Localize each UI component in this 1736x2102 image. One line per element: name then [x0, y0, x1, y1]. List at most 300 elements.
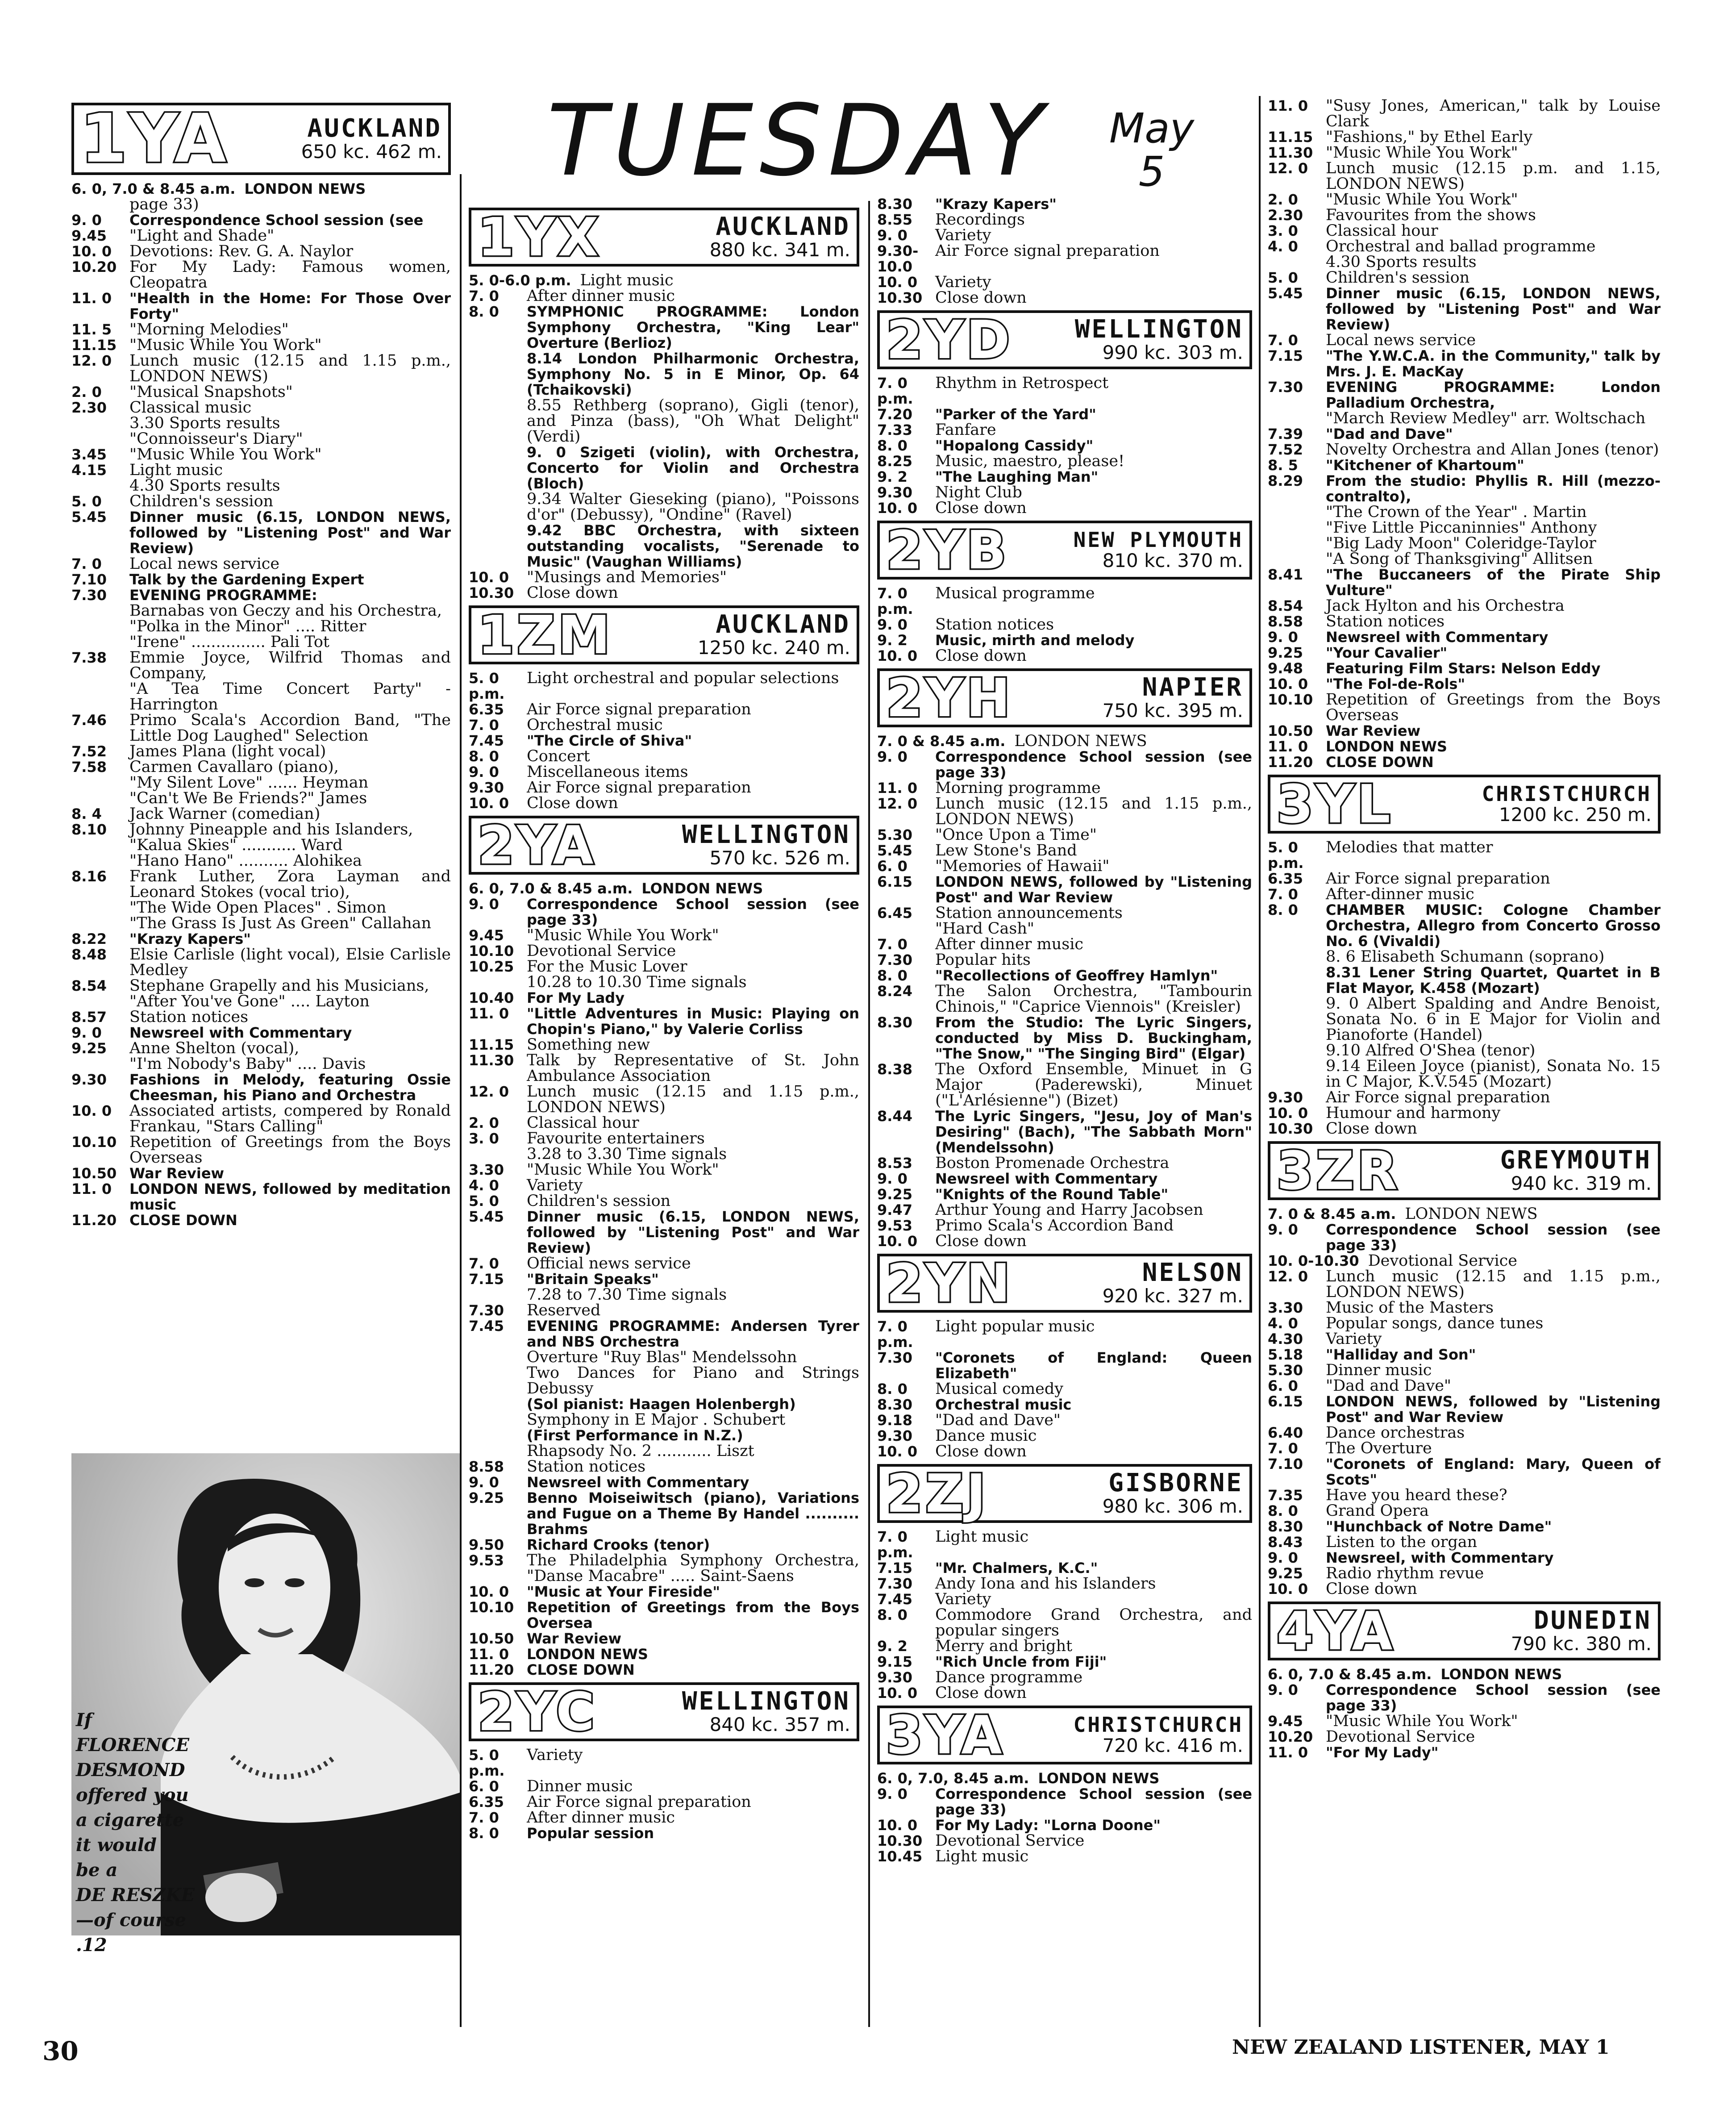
entry-time: 8.30	[877, 1396, 912, 1413]
entry-time: 8. 4	[71, 805, 102, 822]
entry-time: 8.58	[469, 1458, 504, 1475]
schedule-entry	[71, 838, 451, 853]
schedule-entry	[877, 859, 1252, 874]
callsign-box	[471, 1681, 604, 1743]
schedule-entry	[469, 1303, 859, 1318]
entry-description: Primo Scala's Accordion Band, "The Little Dog Laughed" Selection	[129, 711, 451, 745]
schedule-entry	[469, 1147, 859, 1162]
entry-description: "Music While You Work"	[129, 446, 322, 463]
entry-time	[1268, 536, 1326, 551]
entry-description: Repetition of Greetings from the Boys Overseas	[129, 1133, 451, 1167]
station-frequency: 940 kc. 319 m.	[1511, 1172, 1652, 1195]
entry-description: Stephane Grapelly and his Musicians,	[129, 977, 429, 995]
entry-description: Favourite entertainers	[527, 1130, 705, 1147]
entry-description: "My Silent Love" ...... Heyman	[129, 774, 369, 792]
schedule-entry	[469, 796, 859, 811]
entry-time: 7.30	[877, 1575, 912, 1592]
entry-time: 9.30	[877, 1669, 912, 1686]
entry-description: Anne Shelton (vocal),	[129, 1039, 300, 1057]
ad-slogan-line: —of course	[76, 1910, 186, 1931]
entry-description: Light popular music	[935, 1318, 1095, 1335]
entry-description: Frank Luther, Zora Layman and Leonard Stokes (vocal trio),	[129, 867, 451, 901]
schedule-entry	[877, 648, 1252, 664]
entry-time: 11.15	[71, 337, 117, 354]
callsign-box	[880, 1252, 1019, 1314]
entry-description: "Little Adventures in Music: Playing on Chopin's Piano," by Valerie Corliss	[527, 1005, 859, 1038]
entry-time: 7.30	[1268, 379, 1303, 396]
schedule-entry	[1268, 692, 1661, 723]
station-frequency: 980 kc. 306 m.	[1102, 1495, 1243, 1518]
schedule-entry	[1268, 1714, 1661, 1729]
entry-description: Dance music	[935, 1427, 1037, 1445]
entry-time: 7.58	[71, 759, 107, 776]
schedule-entry	[877, 212, 1252, 228]
schedule-entry	[1268, 1105, 1661, 1121]
entry-description: Close down	[935, 1232, 1027, 1250]
entry-time: 9. 0	[877, 616, 908, 633]
entry-description: "Kitchener of Khartoum"	[1326, 457, 1524, 474]
entry-time: 8.22	[71, 930, 107, 947]
entry-description: For My Lady: Famous women, Cleopatra	[129, 258, 451, 292]
schedule-entry	[469, 351, 859, 398]
entry-description: "Dad and Dave"	[1326, 425, 1453, 442]
schedule-entry	[469, 1037, 859, 1053]
entry-description: Richard Crooks (tenor)	[527, 1536, 710, 1553]
entry-description: Emmie Joyce, Wilfrid Thomas and Company,	[129, 649, 451, 682]
entry-description: "Can't We Be Friends?" James	[129, 789, 367, 807]
entry-description: 9.34 Walter Gieseking (piano), "Poissons d'or" (Debussy), "Ondine" (Ravel)	[527, 490, 859, 524]
schedule-entry	[71, 338, 451, 353]
schedule-entry	[877, 968, 1252, 984]
entry-time: 9.30	[71, 1071, 107, 1088]
entry-time: 5. 0	[71, 493, 102, 510]
entry-description: "Health in the Home: For Those Over Forty"	[129, 290, 451, 322]
entry-description: "A Tea Time Concert Party" - Harrington	[129, 680, 451, 713]
schedule-entry	[469, 1084, 859, 1115]
schedule-entry	[1268, 1581, 1661, 1597]
entry-description: Correspondence School session (see	[129, 212, 424, 229]
entry-description: Official news service	[527, 1255, 691, 1272]
schedule-entry	[1268, 426, 1661, 442]
schedule-entry	[1268, 411, 1661, 426]
callsign-box	[880, 1463, 995, 1524]
schedule-entry	[1268, 965, 1661, 996]
schedule-entry	[469, 1631, 859, 1647]
schedule-entry	[469, 990, 859, 1006]
entry-time: 7. 0	[469, 717, 499, 734]
entry-time: 6.35	[469, 1793, 504, 1810]
entry-description: Listen to the organ	[1326, 1533, 1478, 1551]
schedule-entry	[469, 1131, 859, 1147]
entry-time: 11. 0	[877, 780, 918, 797]
entry-time: 10.30	[1268, 1120, 1313, 1137]
entry-time	[71, 916, 129, 931]
station-header	[877, 1254, 1252, 1313]
entry-description: "Polka in the Minor" .... Ritter	[129, 617, 366, 635]
station-callsign: 4YA	[1277, 1600, 1395, 1662]
entry-description: SYMPHONIC PROGRAMME: London Symphony Orchestra, "King Lear" Overture (Berlioz)	[527, 303, 859, 351]
entry-time: 6. 0, 7.0 & 8.45 a.m.	[469, 880, 633, 897]
entry-time: 11.30	[469, 1052, 514, 1069]
entry-time: 11.20	[1268, 754, 1313, 771]
station-header	[877, 521, 1252, 580]
schedule-entry	[877, 1218, 1252, 1234]
callsign-box	[880, 309, 1019, 371]
station-header	[469, 208, 859, 267]
callsign-box	[471, 206, 608, 268]
entry-description: Variety	[935, 226, 991, 244]
ad-slogan-line: be a	[76, 1860, 118, 1881]
schedule-entry	[877, 1397, 1252, 1413]
schedule-entry	[71, 713, 451, 744]
entry-time: 10. 0	[469, 1583, 509, 1600]
station-header	[877, 1706, 1252, 1764]
schedule-entry	[877, 921, 1252, 937]
entry-description: Correspondence School session (see page 33)	[935, 748, 1252, 781]
schedule-entry	[1268, 1729, 1661, 1745]
schedule-entry	[877, 1849, 1252, 1864]
station-frequency: 650 kc. 462 m.	[301, 141, 442, 163]
schedule-entry	[1268, 949, 1661, 965]
schedule-entry	[71, 447, 451, 463]
entry-time: 11. 0	[1268, 738, 1308, 755]
schedule-entry	[71, 744, 451, 759]
entry-description: Variety	[935, 1590, 991, 1608]
entry-time: 7. 0	[469, 1809, 499, 1826]
entry-description: "After You've Gone" .... Layton	[129, 993, 370, 1010]
entry-description: Favourites from the shows	[1326, 206, 1536, 224]
callsign-box	[1270, 1600, 1402, 1662]
schedule-entry	[1268, 1363, 1661, 1378]
ad-slogan-line: offered you	[76, 1785, 189, 1806]
station-info	[1016, 523, 1250, 577]
schedule-entry	[877, 375, 1252, 407]
entry-description: From the studio: Phyllis R. Hill (mezzo-contralto),	[1326, 472, 1661, 505]
entry-description: Fashions in Melody, featuring Ossie Cheesman, his Piano and Orchestra	[129, 1071, 451, 1104]
schedule-entry	[469, 897, 859, 928]
entry-time: 10. 0-10.30	[1268, 1252, 1359, 1269]
entry-description: "Your Cavalier"	[1326, 644, 1448, 661]
schedule-entry	[71, 759, 451, 775]
entry-description: Dinner music (6.15, LONDON NEWS, followed by "Listening Post" and War Review)	[1326, 285, 1661, 333]
entry-time: 8. 0	[877, 1380, 908, 1397]
callsign-box	[74, 100, 235, 178]
schedule-entry	[469, 1350, 859, 1365]
entry-description: "Morning Melodies"	[129, 321, 289, 338]
entry-description: The Lyric Singers, "Jesu, Joy of Man's Desiring" (Bach), "The Sabbath Morn" (Mendelssohn)	[935, 1108, 1252, 1156]
entry-time: 11.20	[469, 1661, 514, 1678]
entry-time: 9. 2	[877, 468, 908, 485]
entry-description: "Music While You Work"	[527, 1161, 719, 1179]
schedule-entry	[1268, 1121, 1661, 1137]
entry-description: Close down	[935, 1443, 1027, 1460]
schedule-entry	[1268, 348, 1661, 380]
schedule-entry	[469, 1428, 859, 1443]
schedule-entry	[877, 1155, 1252, 1171]
station-city: WELLINGTON	[682, 820, 850, 849]
entry-description: LONDON NEWS	[1014, 732, 1147, 750]
entry-description: Featuring Film Stars: Nelson Eddy	[1326, 660, 1601, 677]
entry-time	[71, 431, 129, 447]
schedule-entry	[469, 1006, 859, 1037]
entry-time: 7. 0 p.m.	[877, 1528, 913, 1561]
entry-description: "Big Lady Moon" Coleridge-Taylor	[1326, 534, 1596, 552]
schedule-entry	[71, 478, 451, 494]
entry-description: "Musings and Memories"	[527, 568, 727, 586]
entry-time: 9. 0	[877, 227, 908, 244]
entry-time: 10. 0	[1268, 1581, 1308, 1597]
schedule-entry	[1268, 1059, 1661, 1090]
station-header	[877, 668, 1252, 727]
entry-time	[469, 1350, 527, 1365]
schedule-entry	[1268, 645, 1661, 661]
station-header	[1268, 775, 1661, 834]
entry-time: 7. 0	[469, 1255, 499, 1272]
entry-description: The Overture	[1326, 1439, 1432, 1457]
entry-time: 8.54	[1268, 597, 1303, 614]
entry-time: 8.48	[71, 946, 107, 963]
entry-time: 9. 0	[877, 1785, 908, 1802]
schedule-entry	[469, 943, 859, 959]
entry-description: Devotional Service	[1326, 1728, 1475, 1746]
entry-time	[71, 994, 129, 1009]
entry-description: Devotional Service	[1368, 1252, 1517, 1270]
entry-description: "Memories of Hawaii"	[935, 857, 1110, 875]
entry-time: 6.15	[877, 873, 912, 890]
entry-description: Newsreel, with Commentary	[1326, 1549, 1554, 1566]
entry-description: Rhythm in Retrospect	[935, 374, 1109, 392]
schedule-entry	[1268, 661, 1661, 676]
schedule-entry	[71, 1134, 451, 1166]
entry-time: 9.45	[1268, 1713, 1303, 1730]
callsign-box	[471, 604, 619, 666]
entry-description: Close down	[527, 584, 618, 602]
schedule-entry	[469, 445, 859, 492]
entry-description: "Krazy Kapers"	[935, 196, 1057, 213]
station-callsign: 1YA	[80, 100, 229, 178]
schedule-entry	[71, 228, 451, 244]
entry-description: Popular songs, dance tunes	[1326, 1314, 1544, 1332]
schedule-entry	[1268, 129, 1661, 145]
schedule-entry	[71, 1166, 451, 1181]
schedule-entry	[1268, 1441, 1661, 1456]
entry-description: James Plana (light vocal)	[129, 742, 326, 760]
entry-time: 10. 0	[877, 1233, 918, 1250]
station-callsign: 3YA	[886, 1704, 1005, 1766]
schedule-entry	[469, 1779, 859, 1794]
entry-time	[1268, 505, 1326, 520]
entry-description: "Musical Snapshots"	[129, 383, 293, 401]
entry-description: 8.14 London Philharmonic Orchestra, Symphony No. 5 in E Minor, Op. 64 (Tchaikovski)	[527, 350, 859, 398]
schedule-entry	[1268, 208, 1661, 223]
schedule-entry	[877, 275, 1252, 290]
entry-time: 8. 0	[1268, 901, 1298, 918]
schedule-entry	[71, 1025, 451, 1041]
entry-description: LONDON NEWS	[641, 880, 763, 897]
entry-description: "Rich Uncle from Fiji"	[935, 1653, 1107, 1670]
entry-time: 8.16	[71, 868, 107, 885]
station-frequency: 920 kc. 327 m.	[1102, 1285, 1243, 1307]
callsign-box	[1270, 773, 1399, 835]
entry-description: Lunch music (12.15 and 1.15 p.m., LONDON NEWS)	[527, 1083, 859, 1116]
entry-description: Music of the Masters	[1326, 1299, 1494, 1317]
station-header	[469, 605, 859, 664]
entry-time: 11. 0	[71, 290, 112, 307]
entry-description: War Review	[527, 1630, 622, 1647]
schedule-entry	[1268, 630, 1661, 645]
entry-time: 8.55	[877, 211, 912, 228]
schedule-entry	[469, 1826, 859, 1841]
entry-time: 4. 0	[469, 1177, 499, 1194]
schedule-entry	[1268, 1043, 1661, 1059]
entry-time: 9.47	[877, 1201, 912, 1218]
entry-time: 9.50	[469, 1536, 504, 1553]
entry-description: Orchestral music	[935, 1396, 1072, 1413]
entry-description: 8. 6 Elisabeth Schumann (soprano)	[1326, 948, 1605, 966]
entry-description: Johnny Pineapple and his Islanders,	[129, 821, 413, 838]
entry-time	[1268, 1059, 1326, 1090]
entry-time: 8.58	[1268, 613, 1303, 630]
schedule-entry	[877, 438, 1252, 454]
entry-time: 9.25	[1268, 644, 1303, 661]
entry-description: Station notices	[129, 1008, 249, 1026]
station-city: NELSON	[1142, 1258, 1243, 1287]
entry-description: After dinner music	[527, 287, 675, 305]
schedule-entry	[877, 780, 1252, 796]
schedule-entry	[877, 1592, 1252, 1607]
schedule-entry	[1268, 871, 1661, 887]
date-box	[1103, 104, 1201, 196]
entry-time: 10.30	[469, 584, 514, 601]
entry-description: "Susy Jones, American," talk by Louise Clark	[1326, 98, 1661, 130]
entry-time: 11.20	[71, 1212, 117, 1228]
entry-time: 9.30	[877, 1427, 912, 1444]
schedule-entry	[469, 1647, 859, 1662]
entry-time: 10. 0	[877, 1817, 918, 1834]
entry-time	[71, 603, 129, 619]
schedule-entry	[877, 290, 1252, 306]
entry-description: Close down	[1326, 1120, 1417, 1138]
schedule-entry	[469, 1287, 859, 1303]
entry-time: 9.25	[71, 1040, 107, 1057]
entry-description: Primo Scala's Accordion Band	[935, 1217, 1174, 1235]
entry-time: 9. 0	[71, 212, 102, 229]
schedule-entry	[469, 733, 859, 749]
schedule-entry	[1268, 887, 1661, 902]
entry-time: 6. 0	[1268, 1377, 1298, 1394]
schedule-entry	[469, 1256, 859, 1272]
station-frequency: 810 kc. 370 m.	[1102, 550, 1243, 572]
entry-time: 2. 0	[1268, 191, 1298, 208]
entry-description: Commodore Grand Orchestra, and popular singers	[935, 1606, 1252, 1639]
entry-time: 11. 0	[469, 1646, 509, 1663]
entry-time	[469, 492, 527, 523]
entry-description: EVENING PROGRAMME: Andersen Tyrer and NBS Orchestra	[527, 1318, 859, 1350]
entry-description: Lew Stone's Band	[935, 842, 1077, 859]
column-rule-1	[460, 174, 462, 2027]
entry-time: 9. 0	[71, 1024, 102, 1041]
entry-description: Fanfare	[935, 421, 996, 439]
schedule-entry	[877, 243, 1252, 275]
ad-slogan-line: it would	[76, 1835, 157, 1856]
schedule-entry	[877, 1670, 1252, 1685]
entry-time: 9. 0	[1268, 1549, 1298, 1566]
entry-description: Lunch music (12.15 and 1.15 p.m., LONDON NEWS)	[129, 352, 451, 385]
entry-description: Carmen Cavallaro (piano),	[129, 758, 339, 776]
entry-description: 10.28 to 10.30 Time signals	[527, 973, 747, 991]
entry-description: Close down	[527, 794, 618, 812]
schedule-entry	[71, 634, 451, 650]
entry-description: Popular hits	[935, 951, 1031, 969]
entry-time	[1268, 1043, 1326, 1059]
schedule-entry	[469, 928, 859, 943]
schedule-entry	[71, 572, 451, 588]
entry-time: 7. 0 & 8.45 a.m.	[1268, 1205, 1396, 1222]
schedule-entry	[877, 586, 1252, 617]
entry-time: 10. 0	[1268, 676, 1308, 692]
schedule-entry	[1268, 270, 1661, 286]
entry-time	[71, 900, 129, 916]
schedule-entry	[877, 1560, 1252, 1576]
entry-description: "Hunchback of Notre Dame"	[1326, 1518, 1552, 1535]
entry-time: 6. 0	[469, 1778, 499, 1795]
entry-description: Humour and harmony	[1326, 1104, 1501, 1122]
schedule-entry	[877, 984, 1252, 1015]
schedule-entry	[1268, 192, 1661, 208]
entry-time: 9. 0	[1268, 1221, 1298, 1238]
schedule-entry	[877, 1109, 1252, 1155]
entry-description: Classical hour	[527, 1114, 639, 1132]
schedule-entry	[1268, 1745, 1661, 1760]
schedule-entry	[1268, 902, 1661, 949]
station-frequency: 990 kc. 303 m.	[1102, 342, 1243, 364]
entry-description: Light music	[580, 271, 674, 289]
entry-time: 8. 0	[469, 303, 499, 320]
entry-time: 12. 0	[1268, 1268, 1308, 1285]
column-rule-3	[1259, 96, 1261, 2027]
schedule-entry	[469, 1553, 859, 1584]
entry-time: 7.38	[71, 649, 107, 666]
entry-time: 9. 2	[877, 1638, 908, 1655]
entry-description: 9. 0 Albert Spalding and Andre Benoist, Sonata No. 6 in E Major for Violin and Pianoforte (Handel)	[1326, 995, 1661, 1044]
station-city: WELLINGTON	[682, 1686, 850, 1716]
schedule-entry	[877, 422, 1252, 438]
ad-slogan-line: If	[76, 1710, 92, 1731]
entry-description: After-dinner music	[1326, 885, 1474, 903]
entry-description: "Music While You Work"	[1326, 1712, 1518, 1730]
schedule-entry	[469, 570, 859, 585]
entry-time: 8.54	[71, 977, 107, 994]
ad-slogan-line: DE RESZKE	[76, 1885, 195, 1906]
schedule-entry	[877, 874, 1252, 905]
schedule-entry	[71, 978, 451, 994]
entry-description: "The Wide Open Places" . Simon	[129, 899, 387, 917]
entry-time: 5. 0	[1268, 269, 1298, 286]
schedule-entry	[877, 952, 1252, 968]
schedule-entry	[1268, 520, 1661, 536]
entry-time: 8. 0	[469, 748, 499, 765]
page-number: 30	[42, 2036, 79, 2066]
entry-description: LONDON NEWS, followed by "Listening Post" and War Review	[1326, 1393, 1661, 1426]
entry-description: "Music at Your Fireside"	[527, 1583, 720, 1600]
entry-time: 3.30	[469, 1161, 504, 1178]
entry-time: 10.10	[469, 1599, 514, 1616]
entry-time: 2. 0	[469, 1114, 499, 1131]
schedule-entry	[71, 1213, 451, 1228]
entry-time: 7. 0	[877, 936, 908, 953]
entry-description: "Hard Cash"	[935, 920, 1034, 938]
schedule-entry	[469, 881, 859, 897]
